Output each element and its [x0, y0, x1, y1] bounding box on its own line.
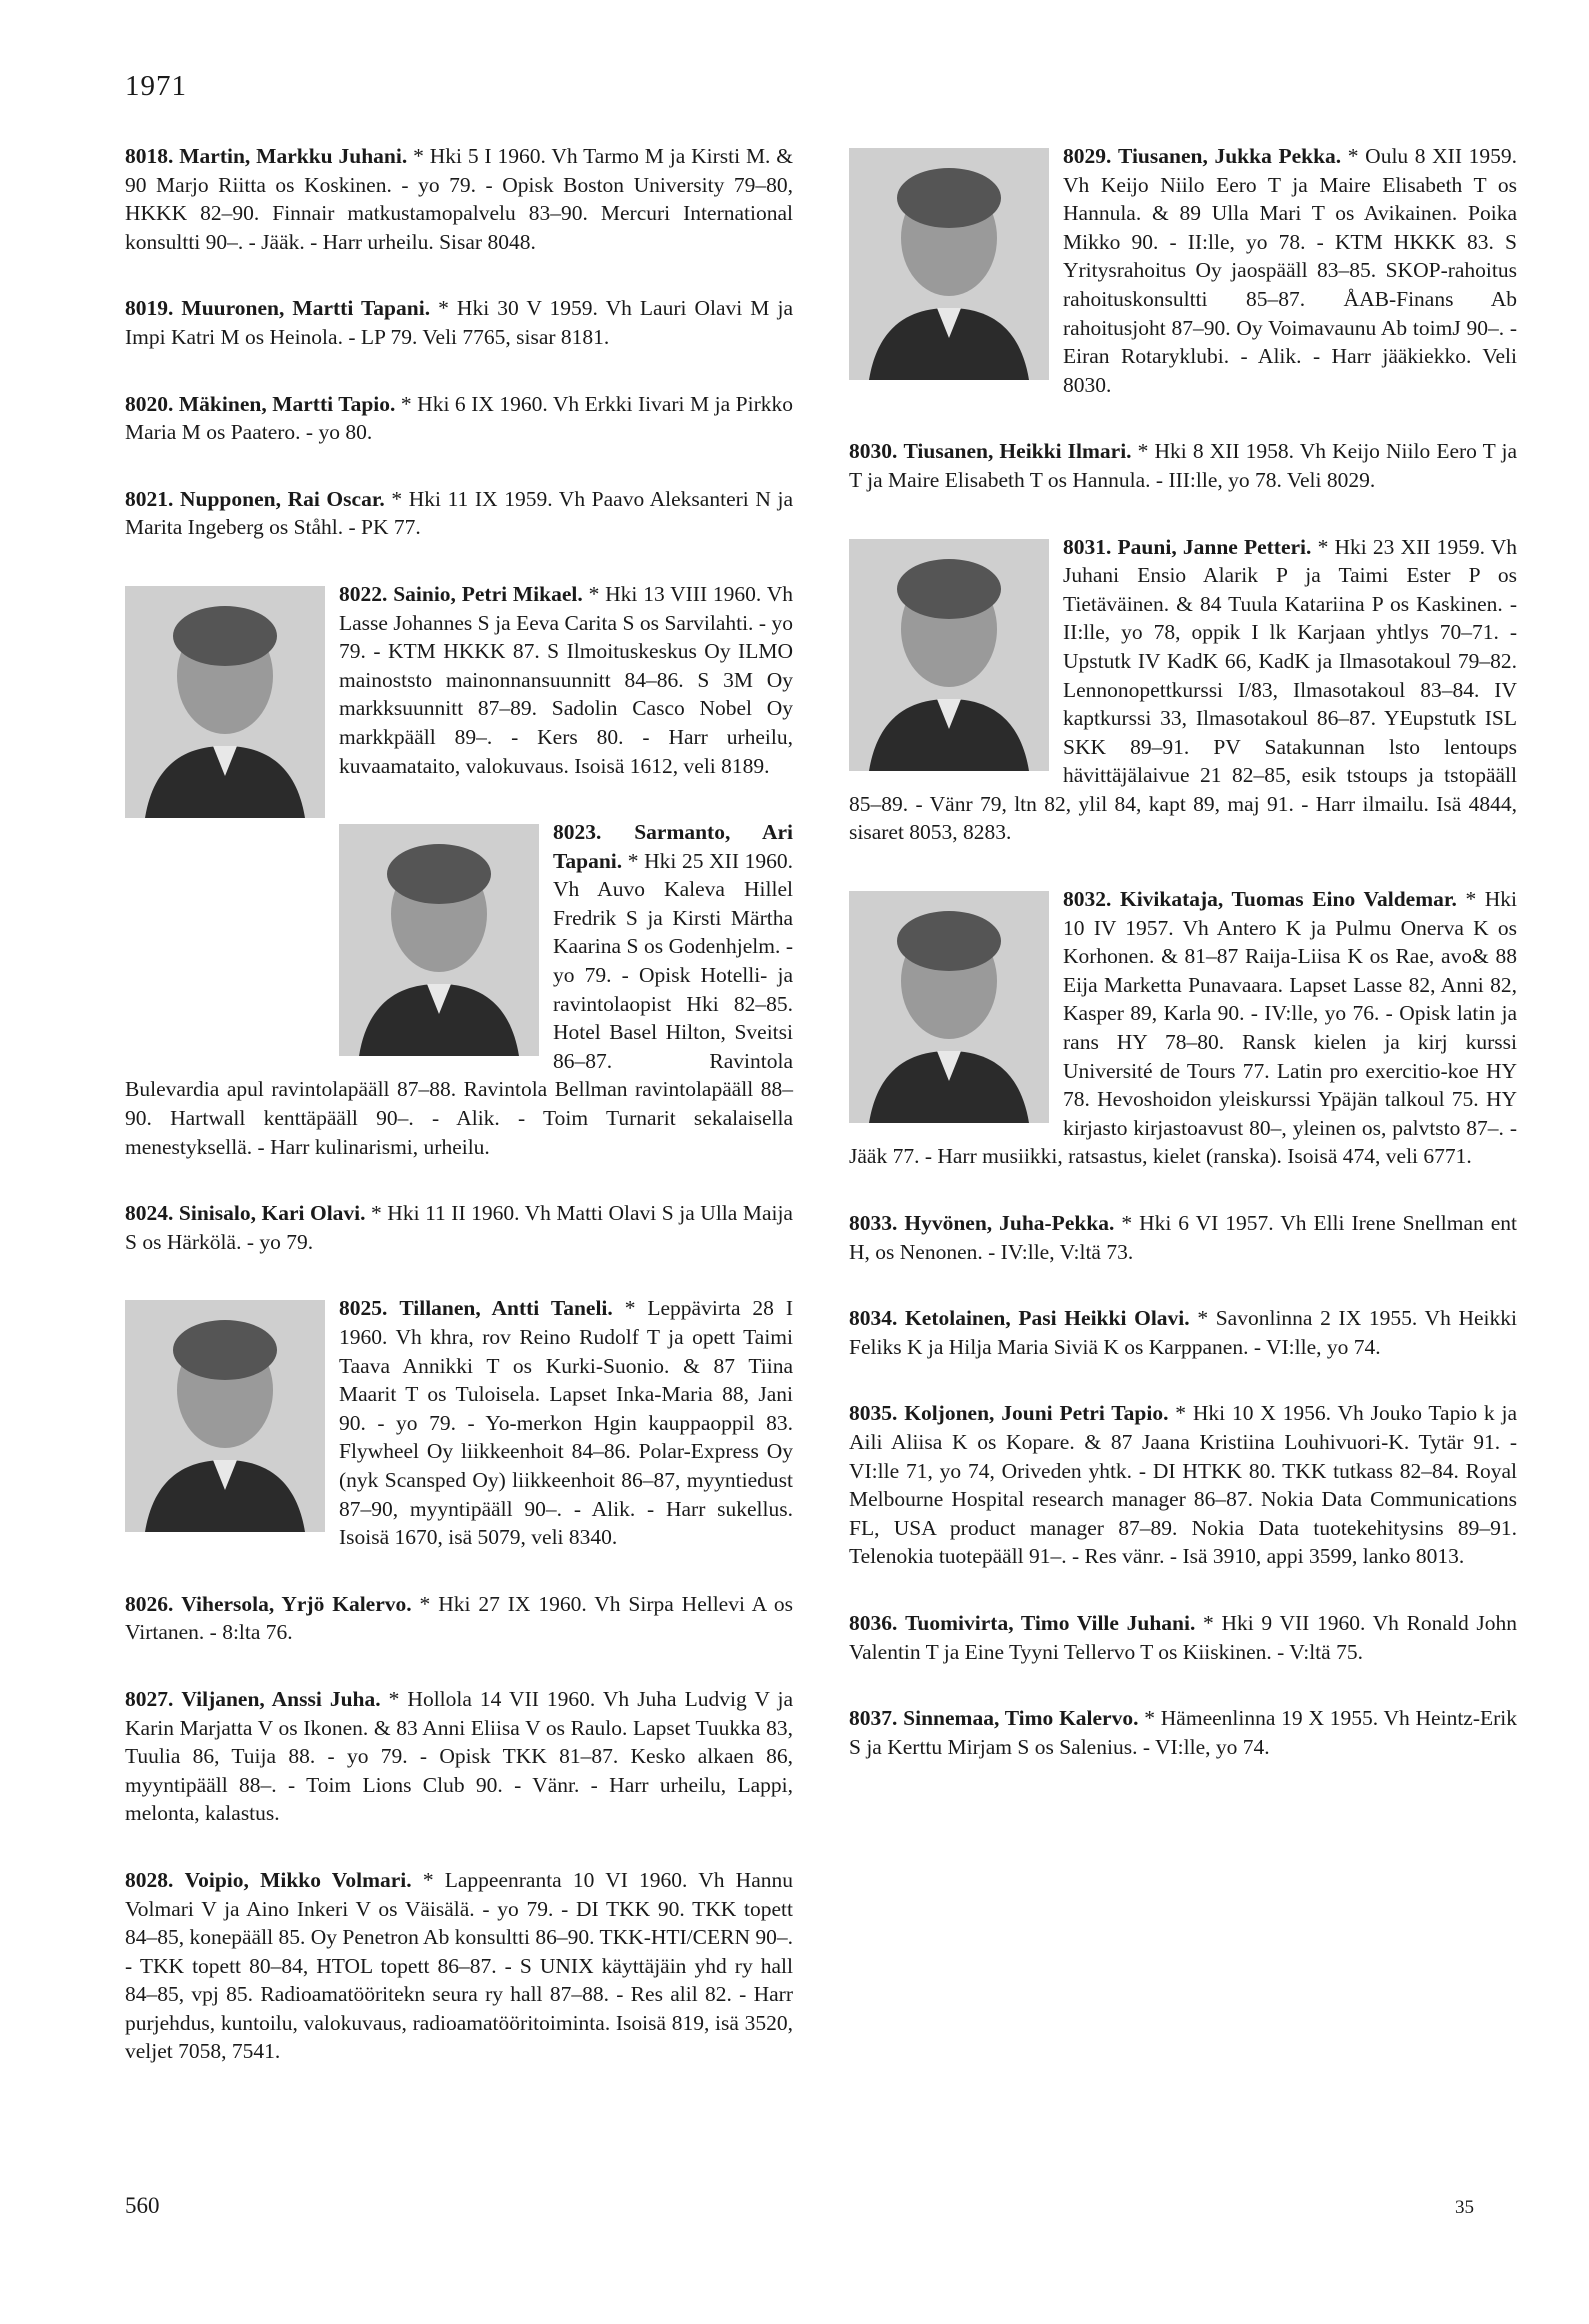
- entry-8025: [125, 1294, 793, 1551]
- folio-right: 35: [1455, 2197, 1474, 2218]
- entry-text: * Hki 13 VIII 1960. Vh Lasse Johannes S ja Eeva Carita S os Sarvilahti. - yo 79. - KTM HKKK 87. S Ilmoituskeskus Oy ILMO mainoststo mainonnansuunnitt 84–86. S 3M Oy markksuunnitt 87–89. Sadolin Casco Nobel Oy markkpääll 89–. - Kers 80. - Harr urheilu, kuvaamataito, valokuvaus. Isoisä 1612, veli 8189.: [339, 581, 794, 778]
- entry-8036: [849, 1609, 1517, 1666]
- entry-8031: [849, 533, 1517, 848]
- entry-name: Sinisalo, Kari Olavi.: [178, 1201, 366, 1226]
- entry-number: 8031.: [1063, 534, 1112, 559]
- entry-text: * Hki 11 II 1960. Vh Matti Olavi S ja Ulla Maija S os Härkölä. - yo 79.: [125, 1201, 793, 1254]
- entry-name: Vihersola, Yrjö Kalervo.: [181, 1591, 412, 1616]
- entry-8030: [849, 437, 1517, 494]
- entry-text: * Hki 6 VI 1957. Vh Elli Irene Snellman ent H, os Nenonen. - IV:lle, V:ltä 73.: [849, 1211, 1518, 1264]
- entry-8023: [125, 818, 793, 1161]
- entry-text: * Hki 8 XII 1958. Vh Keijo Niilo Eero T ja T ja Maire Elisabeth T os Hannula. - III:lle, yo 78. Veli 8029.: [849, 439, 1517, 492]
- entry-8029: [849, 142, 1517, 399]
- entry-number: 8026.: [125, 1591, 174, 1616]
- portrait-photo-8022: [125, 586, 325, 818]
- entry-text: * Savonlinna 2 IX 1955. Vh Heikki Feliks K ja Hilja Maria Siviä K os Karppanen. - VI:lle, yo 74.: [849, 1306, 1517, 1359]
- left-column: [125, 142, 793, 2104]
- entry-number: 8027.: [125, 1686, 174, 1711]
- entry-name: Koljonen, Jouni Petri Tapio.: [904, 1401, 1169, 1426]
- entry-name: Tiusanen, Jukka Pekka.: [1118, 144, 1342, 168]
- entry-8026: [125, 1590, 793, 1647]
- entry-8037: [849, 1704, 1517, 1761]
- portrait-photo-8023: [339, 824, 539, 1056]
- entry-text: * Hki 10 X 1956. Vh Jouko Tapio k ja Aili Aliisa K os Kopare. & 87 Jaana Kristiina Louhivuori-K. Tytär 91. - VI:lle 71, yo 74, Oriveden yhtk. - DI HTKK 80. TKK tutkass 82–84. Royal Melbourne Hospital research manager 86–87. Nokia Data Communications FL, USA product manager 87–89. Nokia Data tuotekehitysins 89–91. Telenokia tuotepääll 91–. - Res vänr. - Isä 3910, appi 3599, lanko 8013.: [849, 1401, 1518, 1569]
- page-year: 1971: [125, 70, 187, 102]
- entry-8021: [125, 485, 793, 542]
- entry-name: Tuomivirta, Timo Ville Juhani.: [905, 1610, 1196, 1635]
- entry-text: * Hki 30 V 1959. Vh Lauri Olavi M ja Impi Katri M os Heinola. - LP 79. Veli 7765, sisar 8181.: [125, 296, 793, 349]
- entry-text: * Hki 27 IX 1960. Vh Sirpa Hellevi A os Virtanen. - 8:lta 76.: [125, 1591, 794, 1645]
- entry-8034: [849, 1304, 1517, 1361]
- portrait-photo-8025: [125, 1300, 325, 1532]
- entry-name: Sinnemaa, Timo Kalervo.: [903, 1706, 1139, 1731]
- entry-number: 8030.: [849, 439, 898, 464]
- entry-name: Ketolainen, Pasi Heikki Olavi.: [905, 1306, 1190, 1331]
- entry-text: * Leppävirta 28 I 1960. Vh khra, rov Reino Rudolf T ja opett Taimi Taava Annikki T os Kurki-Suonio. & 87 Tiina Maarit T os Tuloisela. Lapset Inka-Maria 88, Jani 90. - yo 79. - Yo-merkon Hgin kauppaoppil 83. Flywheel Oy liikkeenhoit 84–86. Polar-Express Oy (nyk Scansped Oy) liikkeenhoit 86–87, myyntiedust 87–90, myyntipääll 90–. - Alik. - Harr sukellus. Isoisä 1670, isä 5079, veli 8340.: [339, 1296, 794, 1550]
- entry-text: * Hollola 14 VII 1960. Vh Juha Ludvig V ja Karin Marjatta V os Ikonen. & 83 Anni Eliisa V os Raulo. Lapset Tuukka 83, Tuulia 86, Tuija 88. - yo 79. - Opisk TKK 81–87. Kesko alkaen 86, myyntipääll 88–. - Toim Lions Club 90. - Vänr. - Harr urheilu, Lappi, melonta, kalastus.: [125, 1686, 794, 1826]
- entry-8035: [849, 1399, 1517, 1571]
- entry-text: * Lappeenranta 10 VI 1960. Vh Hannu Volmari V ja Aino Inkeri V os Väisälä. - yo 79. - DI TKK 90. TKK topett 84–85, konepääll 85. Oy Penetron Ab konsultti 86–90. TKK-HTI/CERN 90–. - TKK topett 80–84, HTOL topett 86–87. - S UNIX käyttäjäin yhd ry hall 84–85, vpj 85. Radioamatööritekn seura ry hall 87–88. - Res alil 82. - Harr purjehdus, kuntoilu, valokuvaus, radioamatööritoiminta. Isoisä 819, isä 3520, veljet 7058, 7541.: [125, 1867, 794, 2064]
- entry-text: * Hämeenlinna 19 X 1955. Vh Heintz-Erik S ja Kerttu Mirjam S os Salenius. - VI:lle, yo 74.: [849, 1706, 1518, 1759]
- entry-name: Mäkinen, Martti Tapio.: [178, 391, 396, 416]
- entry-number: 8020.: [125, 391, 174, 416]
- entry-number: 8029.: [1063, 144, 1112, 168]
- entry-8027: [125, 1685, 793, 1828]
- entry-text: * Hki 10 IV 1957. Vh Antero K ja Pulmu Onerva K os Korhonen. & 81–87 Raija-Liisa K os Rae, avo& 88 Eija Marketta Punavaara. Lapset Lasse 82, Anni 82, Kasper 89, Karla 90. - IV:lle, yo 76. - Opisk latin ja rans HY 78–80. Ransk kielen ja kirj kurssi Université de Tours 77. Latin pro exercitio-koe HY 78. Hevoshoidon yleiskurssi Ypäjän talkoul 75. HY kirjasto kirjastoavust 80–, yleinen os, palvtsto 87–. - Jääk 77. - Harr musiikki, ratsastus, kielet (ranska). Isoisä 474, veli 6771.: [849, 887, 1518, 1169]
- entry-8019: [125, 294, 793, 351]
- entry-8020: [125, 390, 793, 447]
- entry-name: Hyvönen, Juha-Pekka.: [904, 1211, 1115, 1235]
- entry-number: 8024.: [125, 1201, 174, 1226]
- portrait-photo-8031: [849, 539, 1049, 771]
- entry-name: Tiusanen, Heikki Ilmari.: [903, 439, 1132, 464]
- entry-number: 8025.: [339, 1296, 388, 1321]
- entry-8018: [125, 142, 793, 256]
- entry-name: Martin, Markku Juhani.: [179, 144, 408, 168]
- entry-text: * Hki 6 IX 1960. Vh Erkki Iivari M ja Pirkko Maria M os Paatero. - yo 80.: [125, 391, 794, 445]
- entry-number: 8033.: [849, 1211, 898, 1235]
- entry-number: 8019.: [125, 296, 174, 321]
- entry-text: * Hki 25 XII 1960. Vh Auvo Kaleva Hillel Fredrik S ja Kirsti Märtha Kaarina S os Godenhjelm. - yo 79. - Opisk Hotelli- ja ravintolaopist Hki 82–85. Hotel Basel Hilton, Sveitsi 86–87. Ravintola Bulevardia apul ravintolapääll 87–88. Ravintola Bellman ravintolapääll 88–90. Hartwall kenttäpääll 90–. - Alik. - Toim Turnarit sekalaisella menestyksellä. - Harr kulinarismi, urheilu.: [125, 848, 793, 1159]
- entry-text: * Hki 5 I 1960. Vh Tarmo M ja Kirsti M. & 90 Marjo Riitta os Koskinen. - yo 79. - Opisk Boston University 79–80, HKKK 82–90. Finnair matkustamopalvelu 83–90. Mercuri International konsultti 90–. - Jääk. - Harr urheilu. Sisar 8048.: [125, 144, 794, 254]
- entry-8024: [125, 1199, 793, 1256]
- entry-number: 8035.: [849, 1401, 898, 1426]
- entry-number: 8023.: [553, 820, 602, 845]
- portrait-photo-8032: [849, 891, 1049, 1123]
- entry-name: Sarmanto, Ari Tapani.: [553, 820, 794, 873]
- entry-text: * Oulu 8 XII 1959. Vh Keijo Niilo Eero T ja Maire Elisabeth T os Hannula. & 89 Ulla Mari T os Avikainen. Poika Mikko 90. - II:lle, yo 78. - KTM HKKK 83. S Yritysrahoitus Oy jaospääll 83–85. SKOP-rahoitus rahoituskonsultti 85–87. ÅAB-Finans Ab rahoitusjoht 87–90. Oy Voimavaunu Ab toimJ 90–. - Eiran Rotaryklubi. - Alik. - Harr jääkiekko. Veli 8030.: [1063, 144, 1518, 397]
- portrait-photo-8029: [849, 148, 1049, 380]
- entry-name: Pauni, Janne Petteri.: [1117, 534, 1312, 559]
- entry-number: 8018.: [125, 144, 174, 168]
- entry-number: 8034.: [849, 1306, 898, 1331]
- entry-number: 8021.: [125, 486, 174, 511]
- entry-number: 8036.: [849, 1610, 898, 1635]
- entry-text: * Hki 23 XII 1959. Vh Juhani Ensio Alarik P ja Taimi Ester P os Tietäväinen. & 84 Tuula Katariina P os Kaskinen. - II:lle, yo 78, oppik I lk Karjaan yhtlys 70–71. - Upstutk IV KadK 66, KadK ja Ilmasotakoul 79–82. Lennonopettkurssi I/83, Ilmasotakoul 83–84. IV kaptkurssi 33, Ilmasotakoul 86–87. YEupstutk ISL SKK 89–91. PV Satakunnan lsto lentoups hävittäjälaivue 21 82–85, esik tstoups ja tstopääll 85–89. - Vänr 79, ltn 82, ylil 84, kapt 89, maj 91. - Harr ilmailu. Isä 4844, sisaret 8053, 8283.: [849, 534, 1518, 845]
- entry-8022: [125, 580, 793, 780]
- folio-left: 560: [125, 2193, 160, 2218]
- entry-text: * Hki 9 VII 1960. Vh Ronald John Valentin T ja Eine Tyyni Tellervo T os Kiiskinen. - V:ltä 75.: [849, 1610, 1518, 1664]
- entry-8033: [849, 1209, 1517, 1266]
- entry-name: Sainio, Petri Mikael.: [393, 581, 583, 606]
- entry-number: 8028.: [125, 1867, 174, 1892]
- entry-name: Nupponen, Rai Oscar.: [179, 486, 385, 511]
- entry-name: Muuronen, Martti Tapani.: [181, 296, 431, 321]
- entry-8032: [849, 885, 1517, 1171]
- entry-number: 8037.: [849, 1706, 898, 1731]
- entry-name: Kivikataja, Tuomas Eino Valdemar.: [1119, 887, 1457, 912]
- entry-8028: [125, 1866, 793, 2066]
- entry-number: 8022.: [339, 581, 388, 606]
- entry-text: * Hki 11 IX 1959. Vh Paavo Aleksanteri N ja Marita Ingeberg os Ståhl. - PK 77.: [125, 486, 794, 540]
- right-column: [849, 142, 1517, 1799]
- entry-name: Viljanen, Anssi Juha.: [181, 1686, 381, 1711]
- entry-name: Tillanen, Antti Taneli.: [399, 1296, 613, 1321]
- entry-number: 8032.: [1063, 887, 1112, 912]
- entry-name: Voipio, Mikko Volmari.: [184, 1867, 412, 1892]
